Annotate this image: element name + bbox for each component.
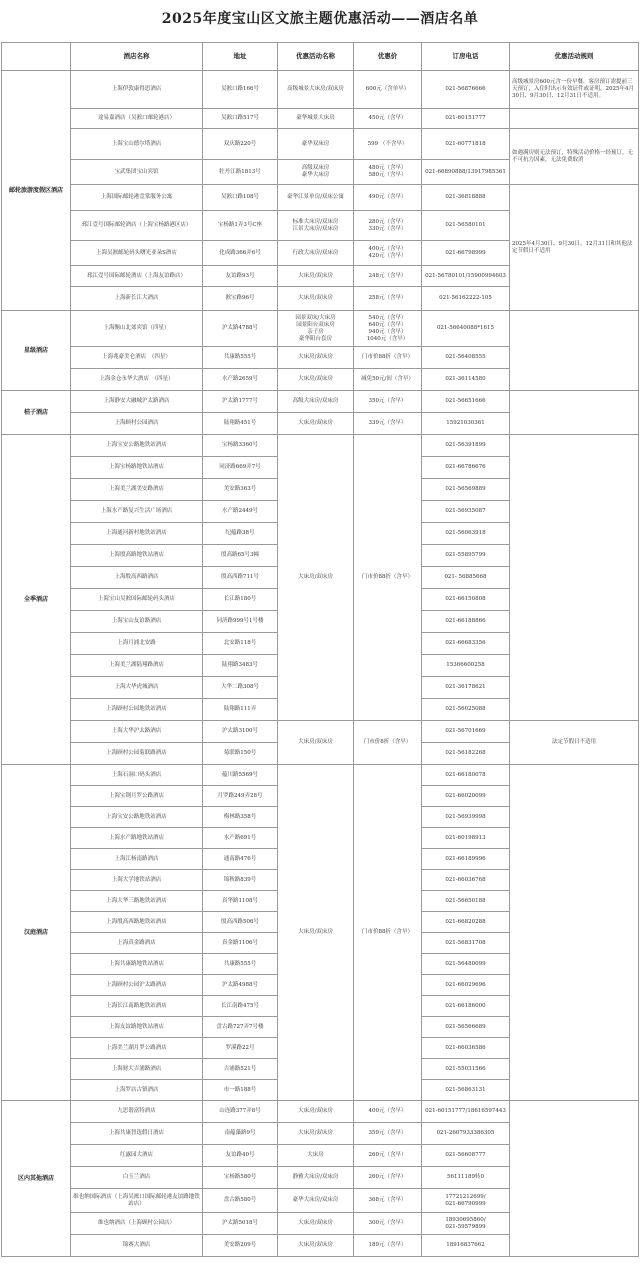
- hotel-name-cell: 上海吴淞邮轮码头曙光亚朵S酒店: [71, 241, 203, 266]
- address-cell: 同济路669弄7号: [203, 457, 278, 479]
- address-cell: 双庆路220号: [203, 129, 278, 160]
- table-row: [2, 109, 639, 129]
- address-cell: 真金路1106号: [203, 933, 278, 954]
- phone-cell: 021-2607933386305: [422, 1123, 510, 1145]
- address-cell: 月罗路249弄28号: [203, 786, 278, 807]
- phone-cell: 021-60771818: [422, 129, 510, 160]
- rule-cell: 如遇满房则无法预订，特殊活动价格一经预订，无不可抗力因素，无法免费取消: [510, 129, 639, 185]
- room-type-cell: 高级双床房 豪华大床房: [278, 160, 354, 185]
- room-type-cell: 豪华大床房/双床房: [278, 1189, 354, 1213]
- address-cell: 沪太路4788号: [203, 311, 278, 347]
- phone-cell: 021-55031566: [422, 1059, 510, 1080]
- address-cell: 南蕴藻路9号: [203, 1123, 278, 1145]
- phone-cell: 021-36178621: [422, 677, 510, 699]
- phone-cell: 021-56640088*1615: [422, 311, 510, 347]
- rule-cell: [510, 435, 639, 721]
- phone-cell: 021-56566689: [422, 1017, 510, 1038]
- hotel-name-cell: 上海月浦北安路: [71, 633, 203, 655]
- price-cell: 门市价88折（含早）: [354, 765, 422, 1101]
- phone-cell: 021-56391899: [422, 435, 510, 457]
- room-type-cell: 园景双床/大床房 园景阳台双床房 亲子房 豪华阳台套房: [278, 311, 354, 347]
- room-type-cell: 豪华双床房: [278, 129, 354, 160]
- phone-cell: 021-56939998: [422, 807, 510, 828]
- room-type-cell: 豪华城景大床房: [278, 109, 354, 129]
- price-cell: 260元（含早）: [354, 1167, 422, 1189]
- address-cell: 淞宝路96号: [203, 287, 278, 311]
- phone-cell: 021-66820288: [422, 912, 510, 933]
- category-cell: 全季酒店: [2, 435, 71, 765]
- hotel-name-cell: 上海通河新村地铁站酒店: [71, 523, 203, 545]
- phone-cell: 021-60151777: [422, 109, 510, 129]
- address-cell: 友谊路93号: [203, 266, 278, 287]
- address-cell: 沪太路3100号: [203, 721, 278, 743]
- phone-cell: 17721212699/ 021-66790999: [422, 1189, 510, 1213]
- hotel-name-cell: 上海宝山德尔塔酒店: [71, 129, 203, 160]
- hotel-name-cell: 上海殷高西路地铁站酒店: [71, 912, 203, 933]
- table-row: [2, 765, 639, 786]
- price-cell: 368元（含早）: [354, 1189, 422, 1213]
- address-cell: 真华路1108号: [203, 891, 278, 912]
- rule-cell: [510, 391, 639, 435]
- phone-cell: 021-56569889: [422, 479, 510, 501]
- address-cell: 陆翔路451号: [203, 413, 278, 435]
- room-type-cell: 大床房/双床房: [278, 347, 354, 369]
- hotel-name-cell: 上海国际邮轮港壹棠服务公寓: [71, 185, 203, 211]
- room-type-cell: 大床房/双床房: [278, 435, 354, 721]
- hotel-name-cell: 上海殷高路地铁站酒店: [71, 545, 203, 567]
- hotel-name-cell: 上海大华三路地铁站酒店: [71, 891, 203, 912]
- hotel-name-cell: 上海顾村公园沪太路酒店: [71, 975, 203, 996]
- category-cell: 区内其他酒店: [2, 1101, 71, 1257]
- address-cell: 牡丹江路1813号: [203, 160, 278, 185]
- hotel-name-cell: 白玉兰酒店: [71, 1167, 203, 1189]
- hotel-name-cell: 上海伊敦康得思酒店: [71, 71, 203, 109]
- header-cell: 订房电话: [422, 43, 510, 71]
- phone-cell: 021-66150808: [422, 589, 510, 611]
- phone-cell: 021-66186000: [422, 996, 510, 1017]
- price-cell: 480元（含早） 580元（含早）: [354, 160, 422, 185]
- phone-cell: 021-36818888: [422, 185, 510, 211]
- rule-cell: 法定节假日不适用: [510, 721, 639, 765]
- price-cell: 540元（含早） 640元（含早） 940元（含早） 1040元（含早）: [354, 311, 422, 347]
- hotel-name-cell: 锦赛大酒店: [71, 1235, 203, 1257]
- hotel-name-cell: 上海水产路复兴生活广场酒店: [71, 501, 203, 523]
- address-cell: 市一路188号: [203, 1080, 278, 1101]
- page-title: 2025年度宝山区文旅主题优惠活动——酒店名单: [161, 11, 479, 27]
- header-row: [2, 43, 639, 71]
- hotel-name-cell: 上海大学地铁站酒店: [71, 870, 203, 891]
- hotel-name-cell: 上海真金路酒店: [71, 933, 203, 954]
- address-cell: 宝杨路1弄3号C座: [203, 211, 278, 241]
- phone-cell: 021-56025088: [422, 699, 510, 721]
- phone-cell: 021-66683356: [422, 633, 510, 655]
- rule-cell: [510, 311, 639, 391]
- address-cell: 大华二路308号: [203, 677, 278, 699]
- address-cell: 水产路691号: [203, 828, 278, 849]
- rule-cell: [510, 1101, 639, 1257]
- header-blank: [2, 43, 71, 71]
- address-cell: 化成路366弄6号: [203, 241, 278, 266]
- room-type-cell: 大床房/双床房: [278, 1235, 354, 1257]
- rule-cell: [510, 109, 639, 129]
- phone-cell: 021-66036586: [422, 1038, 510, 1059]
- hotel-name-cell: 途易嘉酒店（吴淞口邮轮港店）: [71, 109, 203, 129]
- phone-cell: 021-56608777: [422, 1145, 510, 1167]
- room-type-cell: 行政大床房/双床房: [278, 241, 354, 266]
- address-cell: 殷高西路711号: [203, 567, 278, 589]
- phone-cell: 021-56580101: [422, 211, 510, 241]
- address-cell: 沪太路1777号: [203, 391, 278, 413]
- address-cell: 沪太路5018号: [203, 1213, 278, 1235]
- address-cell: 宝杨路3360号: [203, 435, 278, 457]
- hotel-name-cell: 邳江壹号国际邮轮酒店（上海友谊路店）: [71, 266, 203, 287]
- price-cell: 450元（含早）: [354, 109, 422, 129]
- hotel-name-cell: 上海衡山北郊宾馆（四星）: [71, 311, 203, 347]
- address-cell: 锦秋路839号: [203, 870, 278, 891]
- address-cell: 宝杨路580号: [203, 1167, 278, 1189]
- category-cell: 邮轮旅游度假区酒店: [2, 71, 71, 311]
- room-type-cell: 高级城景大床房/双床房: [278, 71, 354, 109]
- room-type-cell: 高级大床房/双床房: [278, 391, 354, 413]
- price-cell: 350元（含早）: [354, 391, 422, 413]
- hotel-name-cell: 上海友谊路地铁站酒店: [71, 1017, 203, 1038]
- hotel-name-cell: 上海长江南路地铁站酒店: [71, 996, 203, 1017]
- room-type-cell: 大床房/双床房: [278, 1101, 354, 1123]
- hotel-name-cell: 红露园大酒店: [71, 1145, 203, 1167]
- price-cell: 258元（含早）: [354, 287, 422, 311]
- price-cell: 189元（含早）: [354, 1235, 422, 1257]
- price-cell: 359元（含早）: [354, 1123, 422, 1145]
- phone-cell: 021-66029696: [422, 975, 510, 996]
- hotel-name-cell: 上海大华虎城酒店: [71, 677, 203, 699]
- price-cell: 门市价8折（含早）: [354, 721, 422, 765]
- phone-cell: 021-36114580: [422, 369, 510, 391]
- hotel-name-cell: 维也纳酒店（上海顾村公园店）: [71, 1213, 203, 1235]
- hotel-name-cell: 上海顾村公园菊联路酒店: [71, 743, 203, 765]
- hotel-name-cell: 维也纳国际酒店（上海吴淞口国际邮轮港友谊路地铁站店）: [71, 1189, 203, 1213]
- rule-cell: [510, 765, 639, 1101]
- table-row: [2, 435, 639, 457]
- hotel-name-cell: 上海大华沪太路酒店: [71, 721, 203, 743]
- phone-cell: 021-56701669: [422, 721, 510, 743]
- hotel-name-cell: 上海水产路地铁站酒店: [71, 828, 203, 849]
- hotel-name-cell: 上海宝杨路地铁站酒店: [71, 457, 203, 479]
- phone-cell: 15366600258: [422, 655, 510, 677]
- price-cell: 248元（含早）: [354, 266, 422, 287]
- phone-cell: 021-66036768: [422, 870, 510, 891]
- phone-cell: 021-56182268: [422, 743, 510, 765]
- table-row: [2, 129, 639, 160]
- phone-cell: 18916837662: [422, 1235, 510, 1257]
- hotel-name-cell: 邳江壹号国际邮轮酒店（上海宝杨路港区店）: [71, 211, 203, 241]
- room-type-cell: 大床房: [278, 1145, 354, 1167]
- phone-cell: 56111189转0: [422, 1167, 510, 1189]
- address-cell: 通南路476号: [203, 849, 278, 870]
- phone-cell: 021-66786676: [422, 457, 510, 479]
- hotel-name-cell: 上海宝钢月罗公路酒店: [71, 786, 203, 807]
- phone-cell: 021-66890888/13917985361: [422, 160, 510, 185]
- address-cell: 吴淞口路108号: [203, 185, 278, 211]
- hotel-name-cell: 上海共康智选假日酒店: [71, 1123, 203, 1145]
- hotel-name-cell: 上海美兰湖陆翔路酒店: [71, 655, 203, 677]
- room-type-cell: 大床房/双床房: [278, 287, 354, 311]
- hotel-name-cell: 上海美兰湖美安路酒店: [71, 479, 203, 501]
- address-cell: 同济路999号1号楼: [203, 611, 278, 633]
- header-cell: 优惠活动名称: [278, 43, 354, 71]
- category-cell: 桔子酒店: [2, 391, 71, 435]
- hotel-table: [1, 42, 639, 1257]
- hotel-name-cell: 上海罗店古镇酒店: [71, 1080, 203, 1101]
- phone-cell: 021-56863131: [422, 1080, 510, 1101]
- address-cell: 盘古路580号: [203, 1189, 278, 1213]
- hotel-name-cell: 九思谐富特酒店: [71, 1101, 203, 1123]
- hotel-name-cell: 上海共康路地铁站酒店: [71, 954, 203, 975]
- header-cell: 优惠价: [354, 43, 422, 71]
- hotel-name-cell: 上海宝山友谊路酒店: [71, 611, 203, 633]
- address-cell: 陆翔路111弄: [203, 699, 278, 721]
- room-type-cell: 豪华江景单房/双床公寓: [278, 185, 354, 211]
- hotel-name-cell: 上海宝安公路地铁站酒店: [71, 435, 203, 457]
- rule-cell: 高级城景房600元含一份早餐，客房预订需提前三天预订，入住时出示有效证件或证明，2025年4月30日、9月30日、12月31日不适用。: [510, 71, 639, 109]
- phone-cell: 021- 56885668: [422, 567, 510, 589]
- price-cell: 490元（含早）: [354, 185, 422, 211]
- address-cell: 菊联路150号: [203, 743, 278, 765]
- phone-cell: 021-56935087: [422, 501, 510, 523]
- room-type-cell: 大床房/双床房: [278, 1123, 354, 1145]
- room-type-cell: 静雅大床房/双床房: [278, 1167, 354, 1189]
- hotel-name-cell: 上海兆豪美仑酒店 （四星）: [71, 347, 203, 369]
- address-cell: 陆翔路3483号: [203, 655, 278, 677]
- address-cell: 梅林路358号: [203, 807, 278, 828]
- address-cell: 友谊路40号: [203, 1145, 278, 1167]
- address-cell: 美安路363号: [203, 479, 278, 501]
- address-cell: 长江路180号: [203, 589, 278, 611]
- table-row: [2, 311, 639, 347]
- price-cell: 599 （不含早）: [354, 129, 422, 160]
- address-cell: 纪蕴路38号: [203, 523, 278, 545]
- hotel-name-cell: 上海静安大融城沪太路酒店: [71, 391, 203, 413]
- phone-cell: 18930695860/ 021-59579899: [422, 1213, 510, 1235]
- hotel-name-cell: 上海财大吉浦路酒店: [71, 1059, 203, 1080]
- phone-cell: 021-56408555: [422, 347, 510, 369]
- address-cell: 蕴川路5569号: [203, 765, 278, 786]
- room-type-cell: 大床房/双床房: [278, 413, 354, 435]
- price-cell: 600元（含单早）: [354, 71, 422, 109]
- address-cell: 水产路2659号: [203, 369, 278, 391]
- hotel-name-cell: 上海石洞口码头酒店: [71, 765, 203, 786]
- phone-cell: 021-56480099: [422, 954, 510, 975]
- address-cell: 吴淞口路166号: [203, 71, 278, 109]
- room-type-cell: 大床房/双床房: [278, 369, 354, 391]
- phone-cell: 021-56650188: [422, 891, 510, 912]
- phone-cell: 021-66180078: [422, 765, 510, 786]
- header-cell: 地址: [203, 43, 278, 71]
- table-row: [2, 391, 639, 413]
- phone-cell: 021-55895799: [422, 545, 510, 567]
- phone-cell: 021-66188866: [422, 611, 510, 633]
- room-type-cell: 标准大床房/双床房 江景大床房/双床房: [278, 211, 354, 241]
- hotel-name-cell: 上海宝山吴淞国际邮轮码头酒店: [71, 589, 203, 611]
- category-cell: 汉庭酒店: [2, 765, 71, 1101]
- table-row: [2, 721, 639, 743]
- phone-cell: 021-60198913: [422, 828, 510, 849]
- hotel-name-cell: 上海殷高西路酒店: [71, 567, 203, 589]
- room-type-cell: 大床房/双床房: [278, 1213, 354, 1235]
- hotel-name-cell: 上海美兰湖月罗公路酒店: [71, 1038, 203, 1059]
- category-cell: 星级酒店: [2, 311, 71, 391]
- phone-cell: 021-66189996: [422, 849, 510, 870]
- price-cell: 400元（含早）: [354, 1101, 422, 1123]
- phone-cell: 021-66020099: [422, 786, 510, 807]
- phone-cell: 021-56780101/15900994603: [422, 266, 510, 287]
- price-cell: 门市价88折（含早）: [354, 435, 422, 721]
- price-cell: 减免50元/间（含早）: [354, 369, 422, 391]
- address-cell: 美安路209号: [203, 1235, 278, 1257]
- phone-cell: 021-60151777/18616597443: [422, 1101, 510, 1123]
- address-cell: 沪太路4988号: [203, 975, 278, 996]
- room-type-cell: 大床房/双床房: [278, 266, 354, 287]
- hotel-name-cell: 上海宝安公路地铁站酒店: [71, 807, 203, 828]
- price-cell: 门市价88折（含早）: [354, 347, 422, 369]
- phone-cell: 021-56876666: [422, 71, 510, 109]
- address-cell: 水产路2449号: [203, 501, 278, 523]
- address-cell: 北安路118号: [203, 633, 278, 655]
- price-cell: 260元（含早）: [354, 1145, 422, 1167]
- address-cell: 殷高西路506号: [203, 912, 278, 933]
- address-cell: 共康路555号: [203, 954, 278, 975]
- address-cell: 盘古路727弄7号楼: [203, 1017, 278, 1038]
- hotel-name-cell: 上海新长江大酒店: [71, 287, 203, 311]
- hotel-name-cell: 上海金仓永华大酒店 （四星）: [71, 369, 203, 391]
- header-cell: 酒店名称: [71, 43, 203, 71]
- address-cell: 罗溪路22号: [203, 1038, 278, 1059]
- hotel-name-cell: 上海顾村公园地铁站酒店: [71, 699, 203, 721]
- header-cell: 优惠活动规则: [510, 43, 639, 71]
- table-row: [2, 71, 639, 109]
- price-cell: 400元（含早） 420元（含早）: [354, 241, 422, 266]
- phone-cell: 021-66798999: [422, 241, 510, 266]
- room-type-cell: 大床房/双床房: [278, 765, 354, 1101]
- price-cell: 280元（含早） 330元（含早）: [354, 211, 422, 241]
- phone-cell: 021-56063918: [422, 523, 510, 545]
- phone-cell: 021-56162222-105: [422, 287, 510, 311]
- address-cell: 山连路377弄8号: [203, 1101, 278, 1123]
- phone-cell: 15921030361: [422, 413, 510, 435]
- address-cell: 吴淞口路517号: [203, 109, 278, 129]
- address-cell: 长江南路475号: [203, 996, 278, 1017]
- price-cell: 339元（含早）: [354, 413, 422, 435]
- hotel-name-cell: 上海顾村公园酒店: [71, 413, 203, 435]
- phone-cell: 021-56651666: [422, 391, 510, 413]
- table-row: [2, 1101, 639, 1123]
- address-cell: 吉浦路521号: [203, 1059, 278, 1080]
- hotel-name-cell: 上海江杨南路酒店: [71, 849, 203, 870]
- room-type-cell: 大床房/双床房: [278, 721, 354, 765]
- price-cell: 300元（含早）: [354, 1213, 422, 1235]
- table-row: [2, 185, 639, 211]
- rule-cell: 2025年4月30日、9月30日、12月31日和其他法定节假日不适用: [510, 185, 639, 311]
- phone-cell: 021-56831708: [422, 933, 510, 954]
- address-cell: 共康路555号: [203, 347, 278, 369]
- address-cell: 殷高路65号3幢: [203, 545, 278, 567]
- hotel-name-cell: 宝武集团宝山宾馆: [71, 160, 203, 185]
